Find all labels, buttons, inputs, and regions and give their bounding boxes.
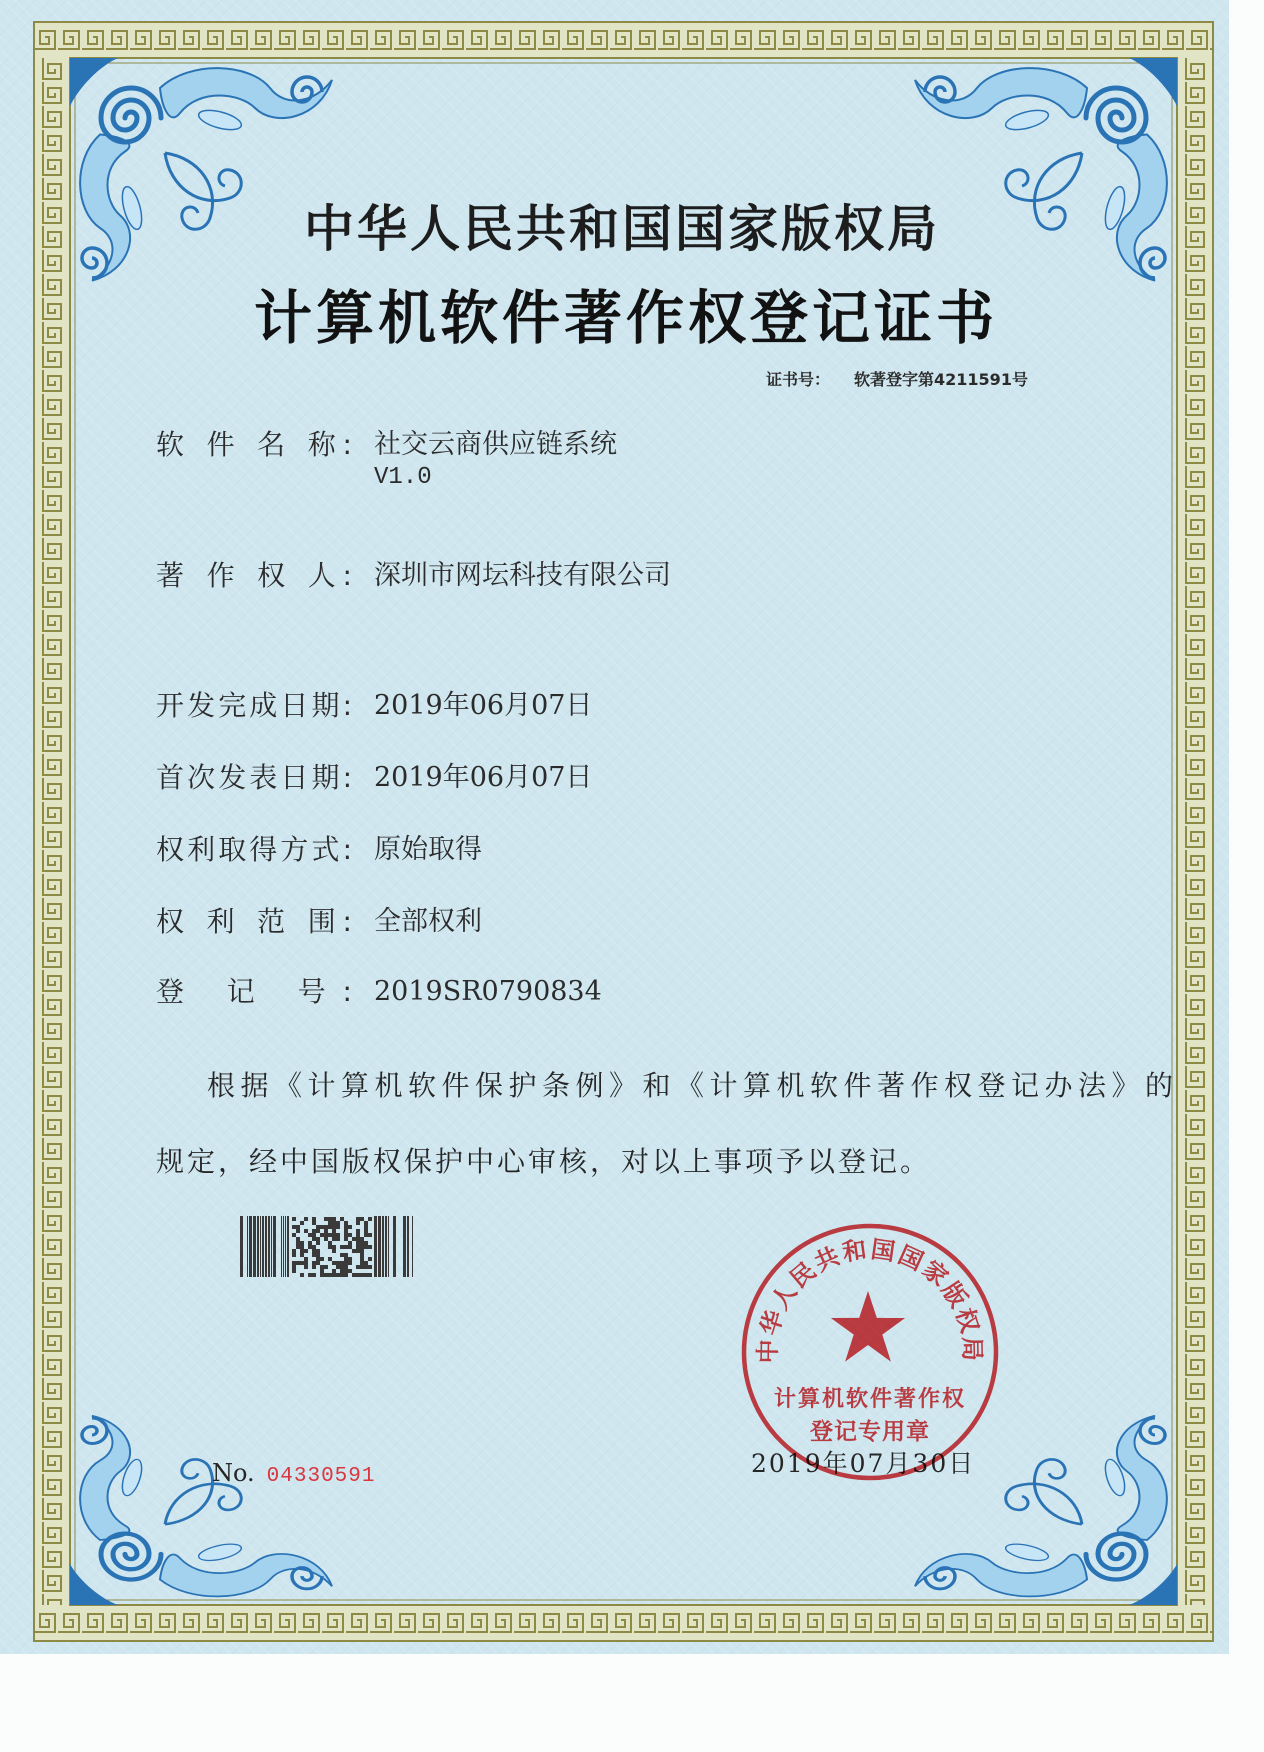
software-version-value: V1.0 xyxy=(374,464,432,491)
seal-inner-line-1: 计算机软件著作权 xyxy=(773,1387,967,1412)
rights-acquisition-value: 原始取得 xyxy=(374,834,482,865)
registration-number-value: 2019SR0790834 xyxy=(374,976,602,1007)
seal-star-icon xyxy=(831,1291,905,1362)
completion-date-label: 开发完成日期: xyxy=(156,689,352,722)
software-name-label: 软 件 名 称: xyxy=(156,428,352,461)
completion-date-value: 2019年06月07日 xyxy=(374,690,593,721)
copyright-owner-value: 深圳市网坛科技有限公司 xyxy=(374,560,671,591)
certificate-number-value: 软著登字第4211591号 xyxy=(854,370,1028,389)
rights-scope-label: 权 利 范 围: xyxy=(156,905,352,938)
certificate-number-label: 证书号： xyxy=(766,370,831,389)
first-publication-date-value: 2019年06月07日 xyxy=(374,762,593,793)
issuer-heading: 中华人民共和国国家版权局 xyxy=(304,200,940,258)
software-name-value: 社交云商供应链系统 xyxy=(374,429,617,460)
seal-ring-text-path: 中华人民共和国国家版权局 xyxy=(753,1235,987,1364)
first-publication-date-label: 首次发表日期: xyxy=(156,761,352,794)
rights-scope-value: 全部权利 xyxy=(374,906,482,937)
serial-prefix: No. xyxy=(212,1459,255,1487)
certificate-title: 计算机软件著作权登记证书 xyxy=(253,284,998,352)
issue-date: 2019年07月30日 xyxy=(751,1449,976,1478)
rights-acquisition-label: 权利取得方式: xyxy=(156,833,352,866)
statement-line-1: 根据《计算机软件保护条例》和《计算机软件著作权登记办法》的 xyxy=(207,1069,1179,1102)
registration-number-label: 登 记 号: xyxy=(156,975,352,1008)
seal-inner-line-2: 登记专用章 xyxy=(810,1419,930,1445)
serial-number-value: 04330591 xyxy=(266,1465,376,1488)
statement-line-2: 规定，经中国版权保护中心审核，对以上事项予以登记。 xyxy=(156,1145,932,1178)
copyright-owner-label: 著 作 权 人: xyxy=(156,559,352,592)
